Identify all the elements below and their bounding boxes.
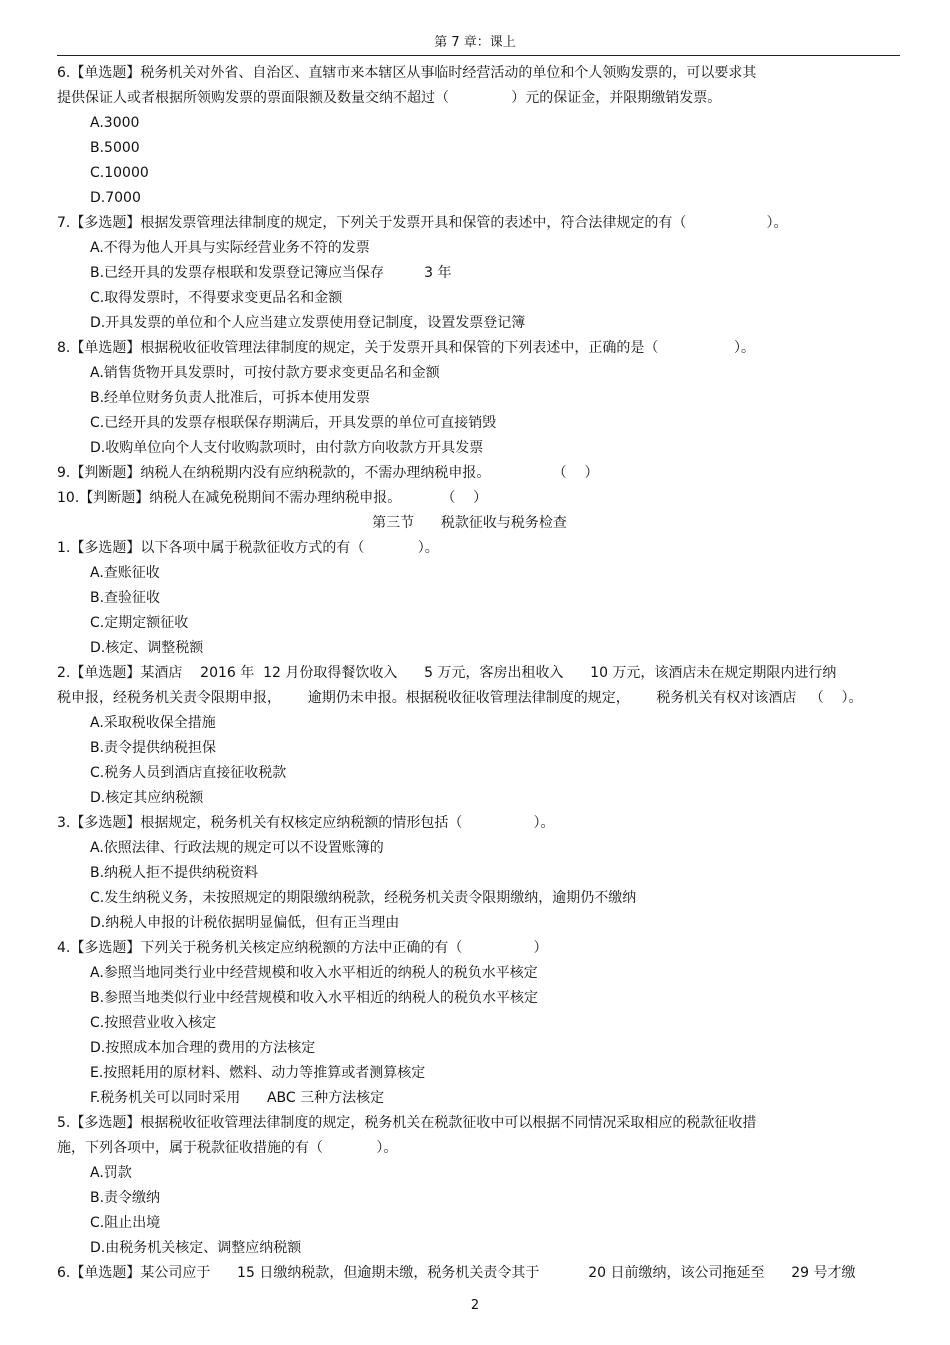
answer-option: B.查验征收 [90,590,161,606]
answer-option: C.发生纳税义务，未按照规定的期限缴纳税款，经税务机关责令限期缴纳，逾期仍不缴纳 [90,890,637,906]
answer-option: A.销售货物开具发票时，可按付款方要求变更品名和金额 [90,365,440,381]
answer-option: D.核定其应纳税额 [90,790,204,806]
question-stem: 1.【多选题】以下各项中属于税款征收方式的有（ ）。 [57,540,439,556]
question-stem: 6.【单选题】某公司应于 15 日缴纳税款，但逾期未缴，税务机关责令其于 20 日前缴纳，该公司拖延至 29 号才缴 [57,1265,856,1281]
answer-option: D.收购单位向个人支付收购款项时，由付款方向收款方开具发票 [90,440,484,456]
answer-option: C.定期定额征收 [90,615,189,631]
answer-option: C.阻止出境 [90,1215,161,1231]
question-stem: 5.【多选题】根据税收征收管理法律制度的规定，税务机关在税款征收中可以根据不同情况采取相应的税款征收措 [57,1115,757,1131]
answer-option: B.责令提供纳税担保 [90,740,217,756]
answer-option: C.已经开具的发票存根联保存期满后，开具发票的单位可直接销毁 [90,415,497,431]
answer-option: D.由税务机关核定、调整应纳税额 [90,1240,302,1256]
chapter-title: 第 7 章：课上 [434,35,516,50]
answer-option: B.纳税人拒不提供纳税资料 [90,865,259,881]
answer-option: C.取得发票时，不得要求变更品名和金额 [90,290,343,306]
answer-option: B.经单位财务负责人批准后，可拆本使用发票 [90,390,371,406]
answer-option: A.采取税收保全措施 [90,715,216,731]
answer-option: D.7000 [90,190,141,206]
answer-option: A.3000 [90,115,140,131]
question-stem: 8.【单选题】根据税收征收管理法律制度的规定，关于发票开具和保管的下列表述中，正确的是（ ）。 [57,340,756,356]
question-stem: 9.【判断题】纳税人在纳税期内没有应纳税款的，不需办理纳税申报。 （ ） [57,465,599,481]
answer-option: A.参照当地同类行业中经营规模和收入水平相近的纳税人的税负水平核定 [90,965,538,981]
question-stem: 2.【单选题】某酒店 2016 年 12 月份取得餐饮收入 5 万元，客房出租收入 10 万元，该酒店未在规定期限内进行纳 [57,665,837,681]
answer-option: D.核定、调整税额 [90,640,204,656]
answer-option: A.依照法律、行政法规的规定可以不设置账簿的 [90,840,384,856]
answer-option: B.5000 [90,140,140,156]
page-header [0,0,950,57]
answer-option: C.税务人员到酒店直接征收税款 [90,765,287,781]
answer-option: C.10000 [90,165,149,181]
question-continuation: 施，下列各项中，属于税款征收措施的有（ ）。 [57,1140,398,1156]
question-stem: 10.【判断题】纳税人在减免税期间不需办理纳税申报。 （ ） [57,490,488,506]
answer-option: B.已经开具的发票存根联和发票登记簿应当保存 3 年 [90,265,452,281]
question-stem: 7.【多选题】根据发票管理法律制度的规定，下列关于发票开具和保管的表述中，符合法律规定的有（ ）。 [57,215,788,231]
answer-option: A.不得为他人开具与实际经营业务不符的发票 [90,240,370,256]
answer-option: E.按照耗用的原材料、燃料、动力等推算或者测算核定 [90,1065,426,1081]
question-continuation: 提供保证人或者根据所领购发票的票面限额及数量交纳不超过（ ）元的保证金，并限期缴销发票。 [57,90,722,106]
answer-option: D.按照成本加合理的费用的方法核定 [90,1040,316,1056]
answer-option: A.罚款 [90,1165,132,1181]
answer-option: B.责令缴纳 [90,1190,161,1206]
section-heading: 第三节 税款征收与税务检查 [372,515,567,531]
question-stem: 3.【多选题】根据规定，税务机关有权核定应纳税额的情形包括（ ）。 [57,815,555,831]
question-stem: 6.【单选题】税务机关对外省、自治区、直辖市来本辖区从事临时经营活动的单位和个人领购发票的，可以要求其 [57,65,757,81]
answer-option: B.参照当地类似行业中经营规模和收入水平相近的纳税人的税负水平核定 [90,990,539,1006]
answer-option: D.纳税人申报的计税依据明显偏低，但有正当理由 [90,915,400,931]
page-number: 2 [470,1298,480,1313]
answer-option: F.税务机关可以同时采用 ABC 三种方法核定 [90,1090,385,1106]
answer-option: D.开具发票的单位和个人应当建立发票使用登记制度，设置发票登记簿 [90,315,526,331]
question-stem: 4.【多选题】下列关于税务机关核定应纳税额的方法中正确的有（ ） [57,940,548,956]
answer-option: C.按照营业收入核定 [90,1015,217,1031]
question-list [57,61,902,1286]
answer-option: A.查账征收 [90,565,160,581]
header-rule [57,55,900,56]
question-continuation: 税申报，经税务机关责令限期申报， 逾期仍未申报。根据税收征收管理法律制度的规定， 税务机关有权对该酒店 （ ）。 [57,690,863,706]
